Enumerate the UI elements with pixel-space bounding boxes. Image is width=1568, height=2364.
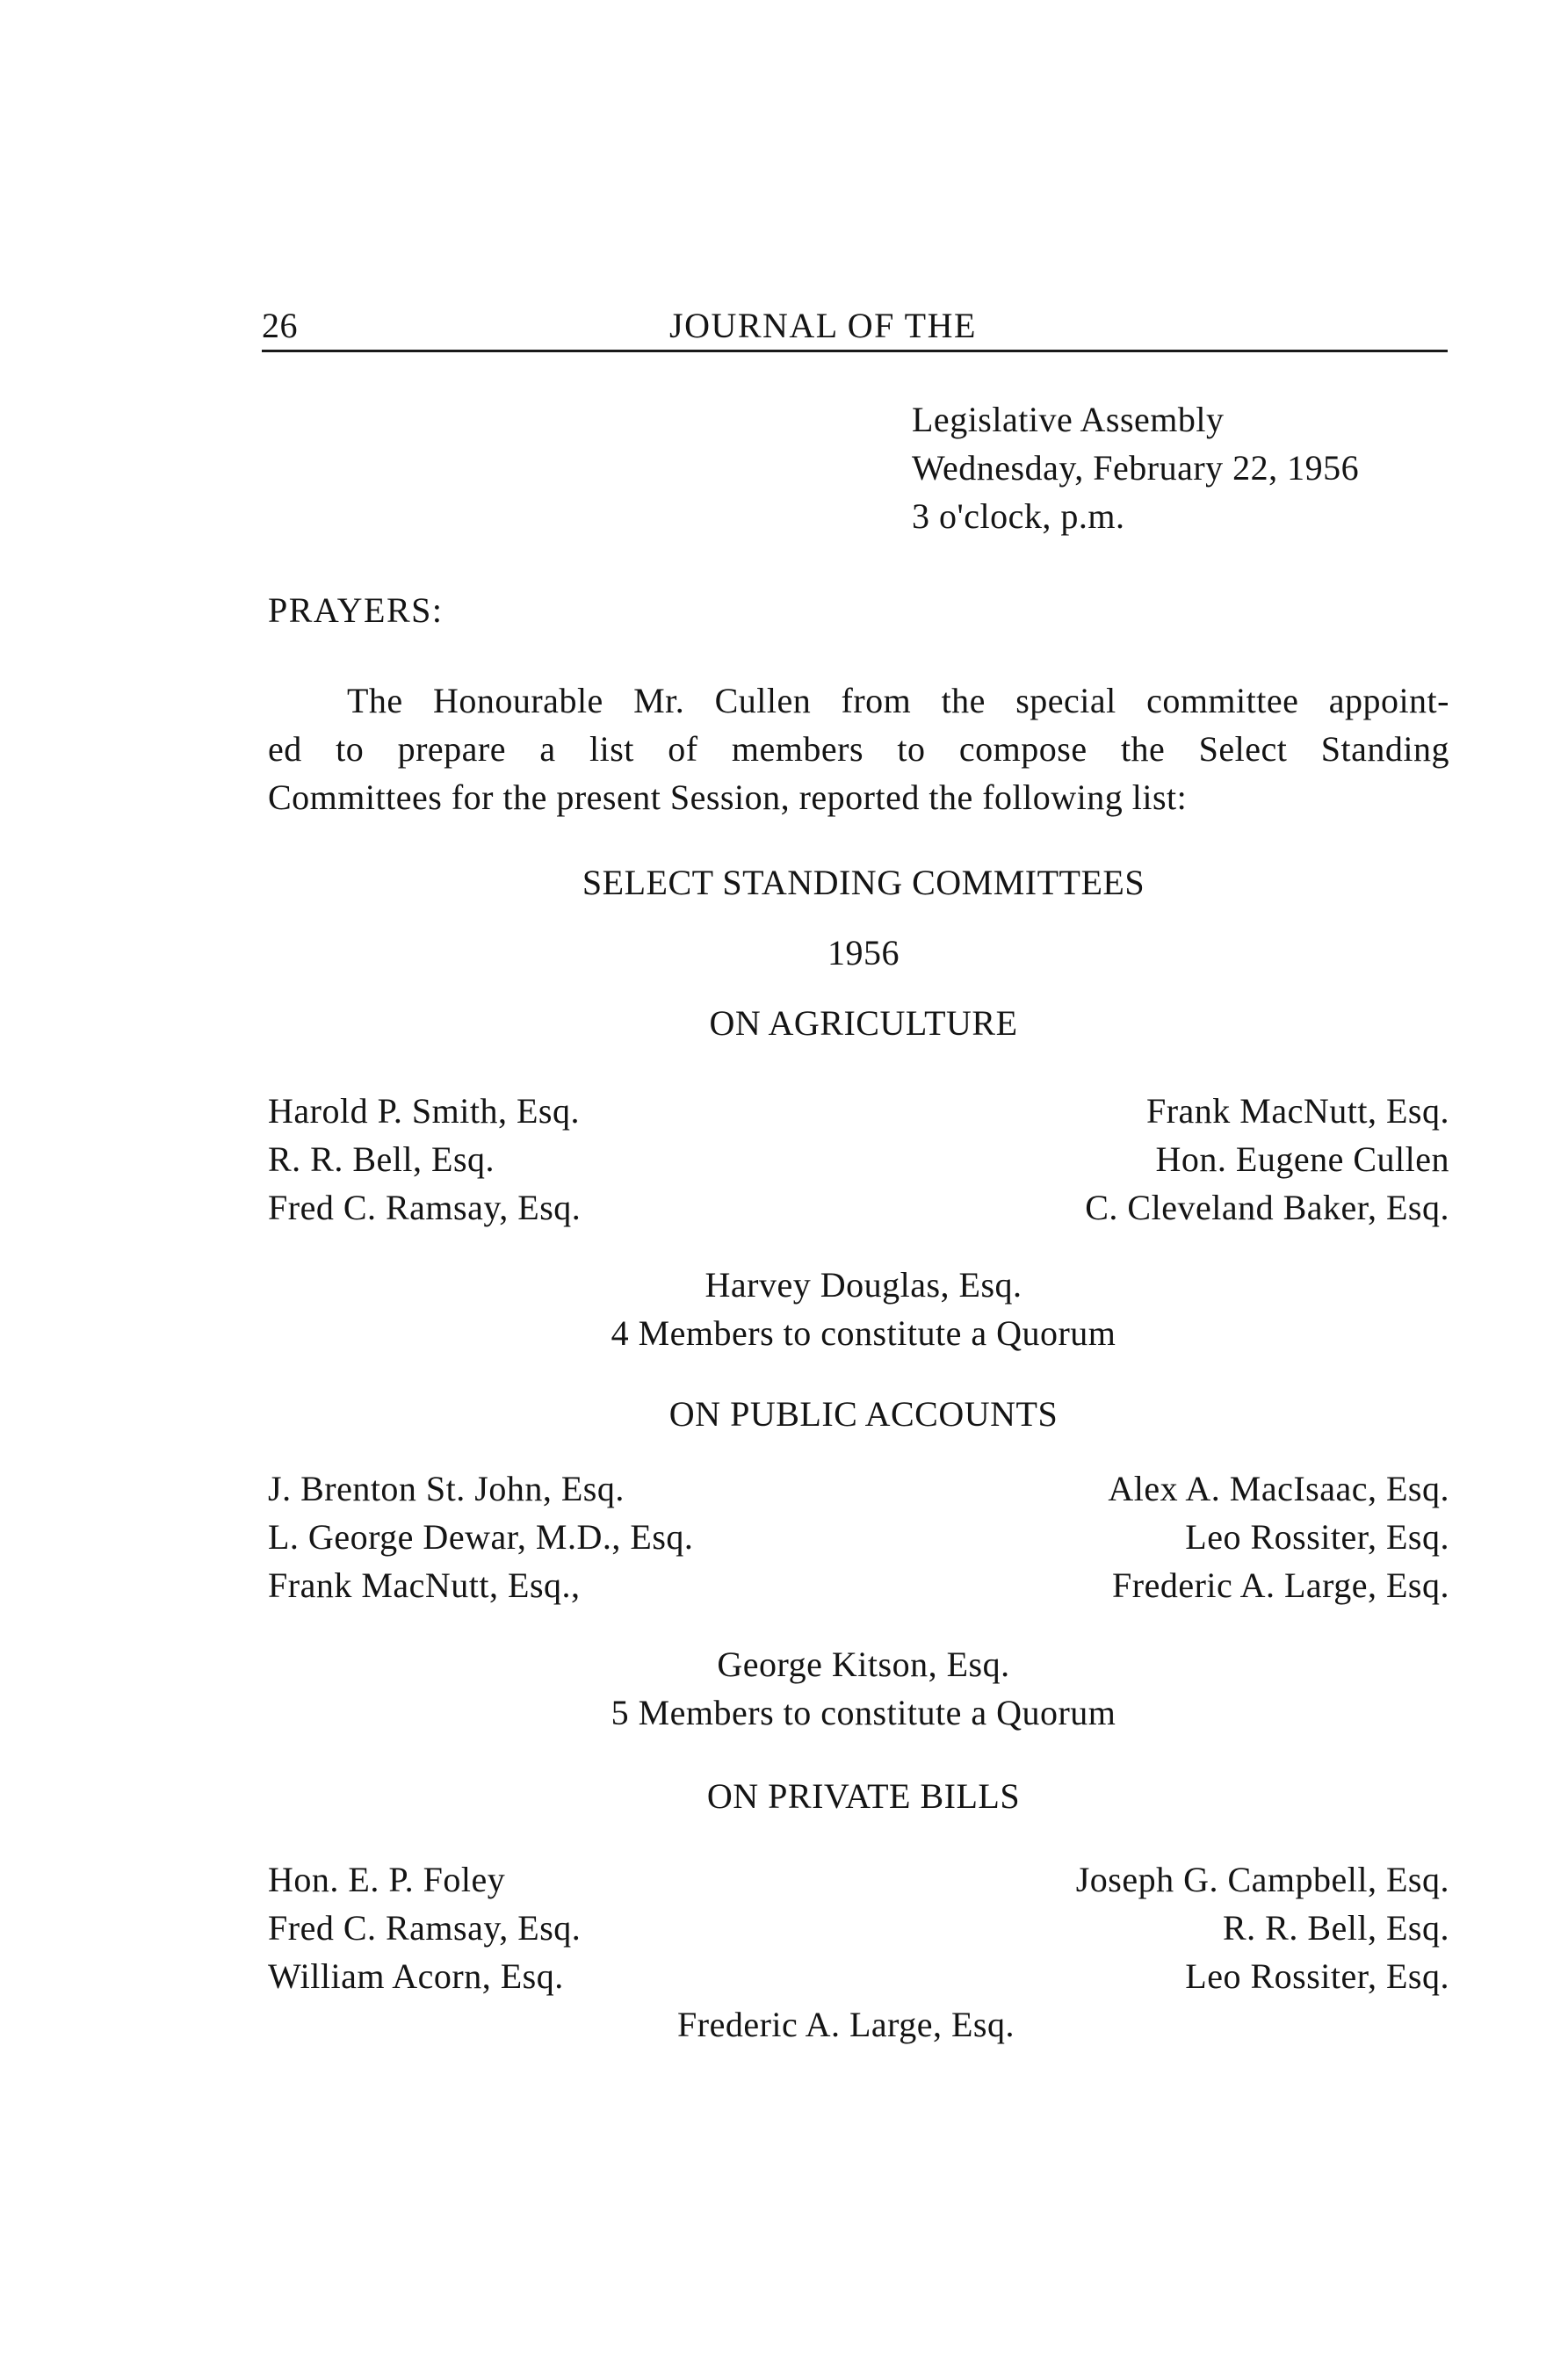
header-rule (262, 350, 1448, 352)
agriculture-member: Fred C. Ramsay, Esq. (268, 1188, 582, 1227)
report-paragraph (268, 676, 1449, 821)
agriculture-quorum: 4 Members to constitute a Quorum (611, 1313, 1116, 1353)
paragraph-line: ed to prepare a list of members to compose the Select Standing (268, 729, 1449, 769)
dateline-assembly: Legislative Assembly (912, 400, 1225, 439)
agriculture-member: R. R. Bell, Esq. (268, 1139, 495, 1179)
running-title: JOURNAL OF THE (669, 306, 977, 345)
agriculture-member: Hon. Eugene Cullen (1155, 1139, 1449, 1179)
paragraph-line: The Honourable Mr. Cullen from the special committee appoint- (347, 681, 1449, 720)
public-accounts-heading: ON PUBLIC ACCOUNTS (668, 1394, 1059, 1434)
private-bills-heading: ON PRIVATE BILLS (706, 1776, 1021, 1816)
committees-title: SELECT STANDING COMMITTEES (582, 863, 1145, 902)
private-bills-member: Fred C. Ramsay, Esq. (268, 1908, 582, 1948)
private-bills-member: Leo Rossiter, Esq. (1185, 1956, 1449, 1996)
committees-year: 1956 (827, 933, 900, 972)
page-number: 26 (262, 306, 298, 345)
public-accounts-member: George Kitson, Esq. (717, 1645, 1010, 1684)
agriculture-heading: ON AGRICULTURE (709, 1003, 1018, 1043)
agriculture-member: Harold P. Smith, Esq. (268, 1091, 580, 1131)
paragraph-line: Committees for the present Session, reported the following list: (268, 777, 1188, 817)
public-accounts-member: Frank MacNutt, Esq., (268, 1565, 581, 1605)
dateline-time: 3 o'clock, p.m. (912, 496, 1125, 536)
agriculture-member: Frank MacNutt, Esq. (1145, 1091, 1449, 1131)
agriculture-member: C. Cleveland Baker, Esq. (1085, 1188, 1449, 1227)
public-accounts-member: Leo Rossiter, Esq. (1185, 1517, 1449, 1557)
public-accounts-member: J. Brenton St. John, Esq. (268, 1469, 625, 1508)
private-bills-member: Joseph G. Campbell, Esq. (1075, 1860, 1449, 1899)
agriculture-member: Harvey Douglas, Esq. (705, 1265, 1022, 1305)
public-accounts-member: Alex A. MacIsaac, Esq. (1108, 1469, 1449, 1508)
prayers-label: PRAYERS: (268, 590, 444, 630)
public-accounts-member: L. George Dewar, M.D., Esq. (268, 1517, 694, 1557)
private-bills-member: Hon. E. P. Foley (268, 1860, 506, 1899)
public-accounts-quorum: 5 Members to constitute a Quorum (611, 1693, 1116, 1732)
private-bills-member: William Acorn, Esq. (268, 1956, 564, 1996)
dateline-date: Wednesday, February 22, 1956 (912, 448, 1360, 488)
private-bills-member: R. R. Bell, Esq. (1222, 1908, 1449, 1948)
private-bills-member: Frederic A. Large, Esq. (677, 2005, 1015, 2044)
public-accounts-member: Frederic A. Large, Esq. (1112, 1565, 1449, 1605)
